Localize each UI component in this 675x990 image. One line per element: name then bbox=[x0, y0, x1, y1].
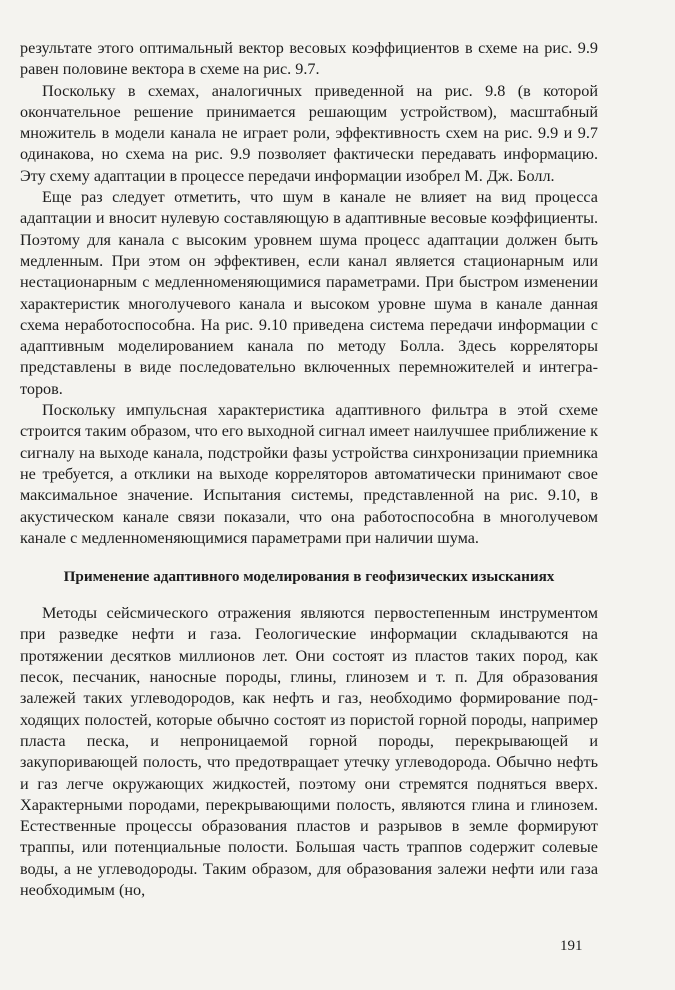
paragraph: Еще раз следует отметить, что шум в канале не влияет на вид процесса адаптации и вносит нулевую составляющую в адаптивные весовые коэффициенты. Поэтому для канала с высоким уровнем шума процесс адаптации должен быть медленным. При этом он эффективен, если канал является стационарным или нестационарным с медленноменяющимися параметрами. При быстром изменении характеристик многолучевого канала и высоком уровне шума в канале данная схема неработоспособна. На рис. 9.10 приведена система передачи информации с адаптивным моделированием канала по методу Болла. Здесь корреляторы представлены в виде последовательно включенных перемножителей и интеграторов. bbox=[20, 188, 598, 398]
paragraph: Поскольку в схемах, аналогичных приведенной на рис. 9.8 (в которой окончательное решение принимается решающим устройством), масштабный множитель в модели канала не играет роли, эффективность схем на рис. 9.9 и 9.7 одинакова, но схема на рис. 9.9 позволяет фактически передавать информацию. Эту схему адаптации в процессе передачи информации изобрел М. Дж. Болл. bbox=[20, 81, 598, 185]
paragraph: Поскольку импульсная характеристика адаптивного фильтра в этой схеме строится таким образом, что его выходной сигнал имеет наилучшее приближение к сигналу на выходе канала, подстройки фазы устройства синхронизации приемника не требуется, а отклики на выходе корреляторов автоматически принимают свое максимальное значение. Испытания системы, представленной на рис. 9.10, в акустическом канале связи показали, что она работоспособна в многолучевом канале с медленноменяющимися параметрами при наличии шума. bbox=[20, 401, 598, 547]
paragraph-continuation: результате этого оптимальный вектор весовых коэффициентов в схеме на рис. 9.9 равен половине вектора в схеме на рис. 9.7. bbox=[20, 39, 598, 79]
page-body bbox=[20, 38, 598, 901]
page-number: 191 bbox=[560, 938, 583, 954]
section-heading: Применение адаптивного моделирования в геофизических изысканиях bbox=[63, 568, 555, 586]
paragraph: Методы сейсмического отражения являются первостепенным инструментом при разведке нефти и газа. Геологические информации складываются на протяжении десятков миллионов лет. Они состоят из пластов таких пород, как песок, песчаник, наносные породы, глины, глинозем и т. п. Для образования залежей таких углеводородов, как нефть и газ, необходимо формирование подходящих полостей, которые обычно состоят из пористой горной породы, например пласта песка, и непроницаемой горной породы, перекрывающей и закупоривающей полость, что предотвращает утечку углеводорода. Обычно нефть и газ легче окружающих жидкостей, поэтому они стремятся подняться вверх. Характерными породами, перекрывающими полость, являются глина и глинозем. Естественные процессы образования пластов и разрывов в земле формируют траппы, или потенциальные полости. Большая часть траппов содержит солевые воды, а не углеводороды. Таким образом, для образования залежи нефти или газа необходимым (но, bbox=[20, 604, 598, 899]
